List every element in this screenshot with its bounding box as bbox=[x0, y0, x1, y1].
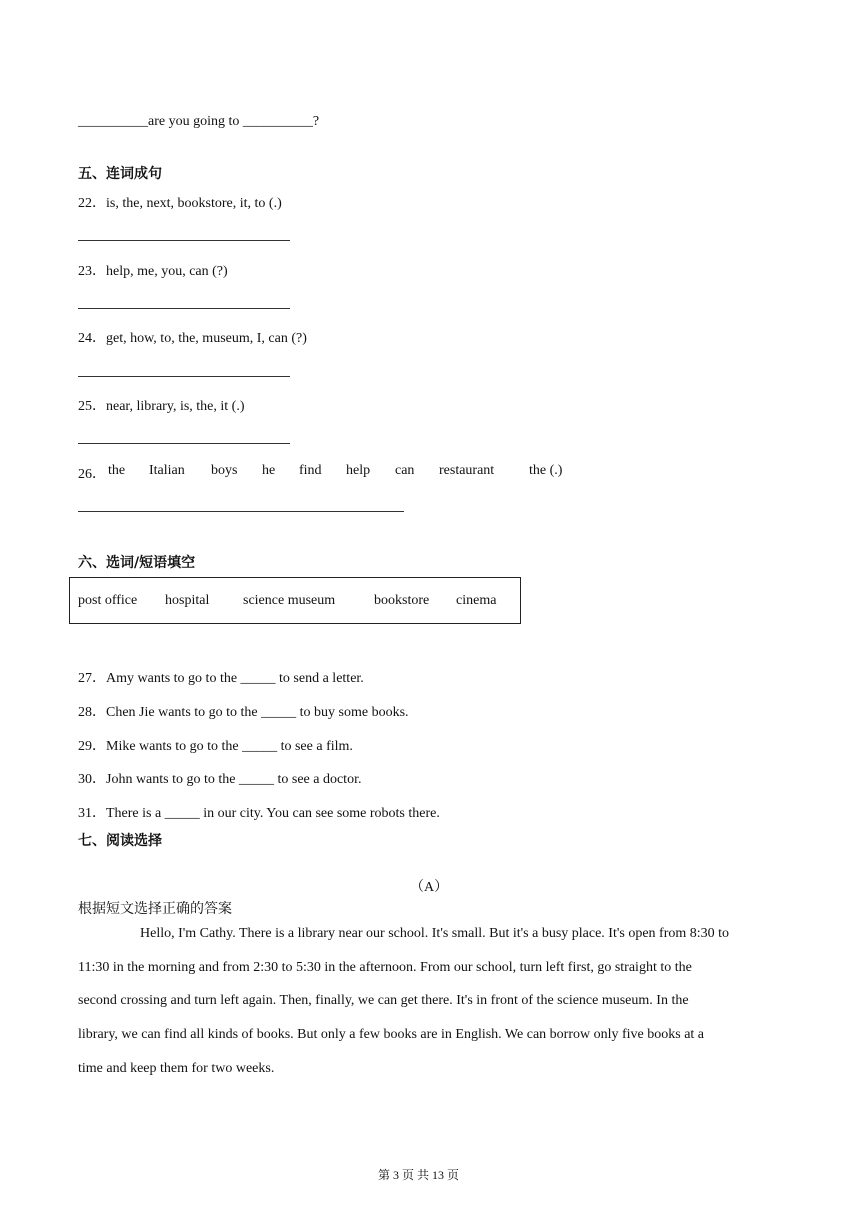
question-27 bbox=[78, 667, 364, 687]
section-7-title: 七、阅读选择 bbox=[78, 833, 162, 849]
question-number: 27． bbox=[78, 671, 106, 686]
answer-line[interactable] bbox=[78, 443, 290, 444]
word-chip: find bbox=[299, 463, 322, 478]
passage-line: 11:30 in the morning and from 2:30 to 5:30 in the afternoon. From our school, turn left first, go straight to the bbox=[78, 960, 692, 975]
answer-blank: __________ bbox=[78, 114, 148, 129]
question-number: 28． bbox=[78, 705, 106, 720]
question-text: get, how, to, the, museum, I, can (?) bbox=[106, 331, 307, 346]
passage-label: （A） bbox=[410, 880, 449, 895]
word-bank-option: post office bbox=[78, 593, 138, 608]
question-text: is, the, next, bookstore, it, to (.) bbox=[106, 196, 282, 211]
question-29 bbox=[78, 735, 353, 755]
question-text: near, library, is, the, it (.) bbox=[106, 399, 245, 414]
question-21-line bbox=[78, 114, 319, 130]
answer-line[interactable] bbox=[78, 511, 404, 512]
question-number: 26． bbox=[78, 467, 106, 482]
question-text: There is a _____ in our city. You can see some robots there. bbox=[106, 806, 440, 821]
question-text: Mike wants to go to the _____ to see a film. bbox=[106, 739, 353, 754]
instruction-text: 根据短文选择正确的答案 bbox=[78, 902, 232, 917]
word-chip: the bbox=[108, 463, 126, 478]
section-5-title: 五、连词成句 bbox=[78, 166, 162, 182]
question-24 bbox=[78, 327, 307, 347]
question-number: 29． bbox=[78, 739, 106, 754]
question-number: 23． bbox=[78, 264, 106, 279]
question-number: 30． bbox=[78, 772, 106, 787]
question-number: 22． bbox=[78, 196, 106, 211]
word-chip: he bbox=[262, 463, 276, 478]
question-23 bbox=[78, 260, 228, 280]
word-chip: the (.) bbox=[529, 463, 563, 478]
word-bank-option: cinema bbox=[456, 593, 497, 608]
word-chip: can bbox=[395, 463, 415, 478]
answer-blank: __________ bbox=[242, 114, 313, 129]
question-31 bbox=[78, 802, 440, 822]
answer-line[interactable] bbox=[78, 240, 290, 241]
section-6-title: 六、选词/短语填空 bbox=[78, 555, 196, 571]
passage-line: library, we can find all kinds of books. But only a few books are in English. We can borrow only five books at a bbox=[78, 1027, 705, 1042]
question-number: 31． bbox=[78, 806, 106, 821]
question-number: 24． bbox=[78, 331, 106, 346]
question-text: John wants to go to the _____ to see a doctor. bbox=[106, 772, 362, 787]
question-text: are you going to bbox=[148, 114, 243, 129]
page-footer: 第 3 页 共 13 页 bbox=[378, 1168, 460, 1182]
answer-line[interactable] bbox=[78, 308, 290, 309]
passage-line: time and keep them for two weeks. bbox=[78, 1061, 275, 1076]
passage-line: Hello, I'm Cathy. There is a library near our school. It's small. But it's a busy place. It's open from 8:30 to bbox=[140, 926, 730, 941]
question-text: Amy wants to go to the _____ to send a letter. bbox=[106, 671, 364, 686]
question-25 bbox=[78, 395, 244, 415]
question-text: help, me, you, can (?) bbox=[106, 264, 228, 279]
question-28 bbox=[78, 701, 409, 721]
question-22 bbox=[78, 192, 282, 212]
question-mark: ? bbox=[312, 114, 320, 129]
question-30 bbox=[78, 768, 361, 788]
passage-line: second crossing and turn left again. Then, finally, we can get there. It's in front of the science museum. In the bbox=[78, 993, 689, 1008]
answer-line[interactable] bbox=[78, 376, 290, 377]
word-bank-option: hospital bbox=[165, 593, 210, 608]
word-chip: boys bbox=[211, 463, 238, 478]
word-bank-option: science museum bbox=[243, 593, 336, 608]
question-text: Chen Jie wants to go to the _____ to buy some books. bbox=[106, 705, 409, 720]
word-chip: help bbox=[346, 463, 371, 478]
word-chip: Italian bbox=[149, 463, 185, 478]
word-chip: restaurant bbox=[439, 463, 495, 478]
question-number: 25． bbox=[78, 399, 106, 414]
word-bank-box bbox=[69, 577, 521, 624]
word-bank-option: bookstore bbox=[374, 593, 430, 608]
